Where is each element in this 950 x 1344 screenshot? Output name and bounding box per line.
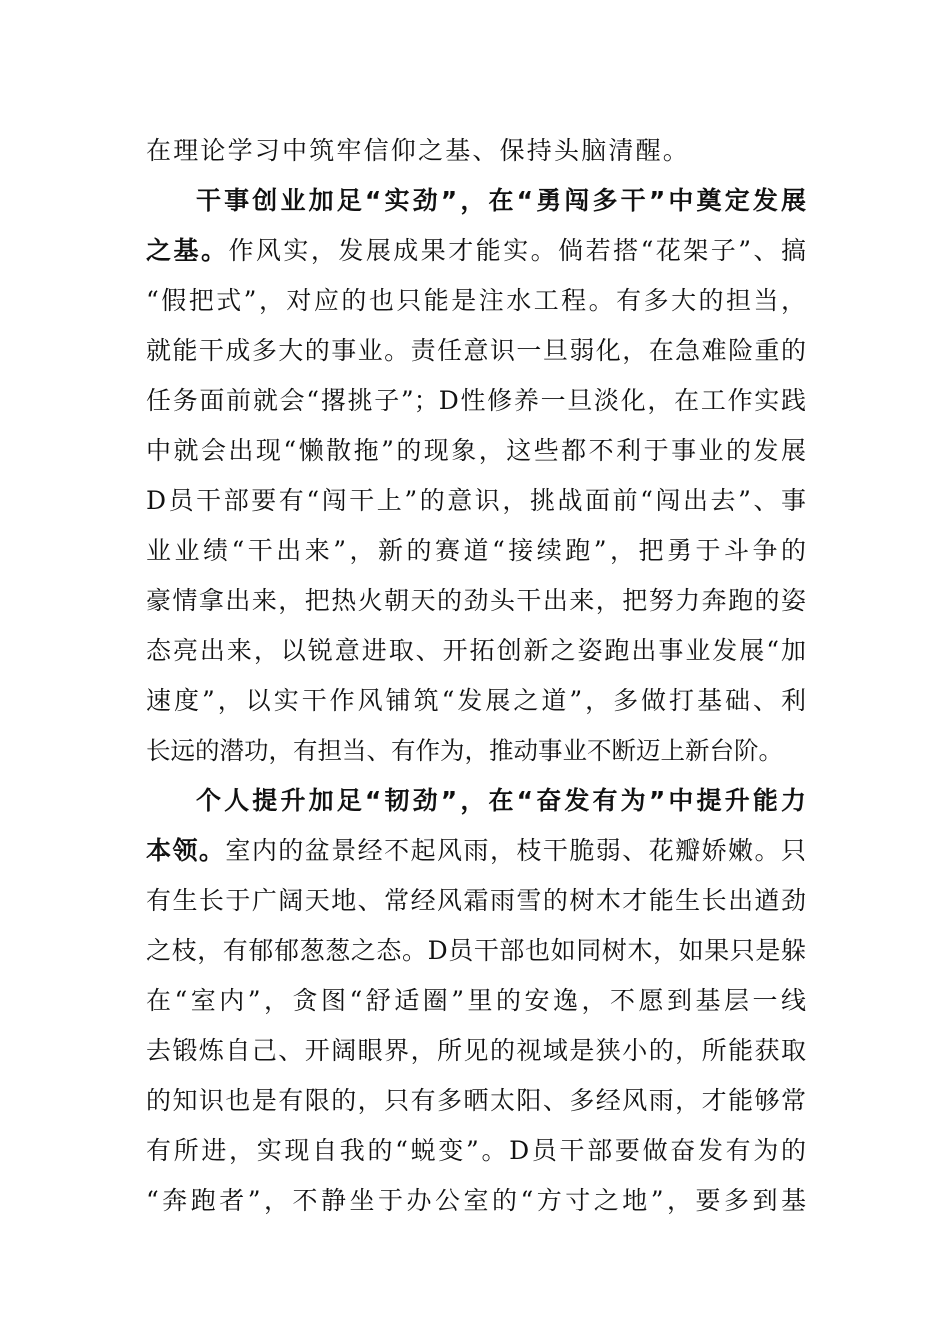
text-line xyxy=(146,331,806,371)
line-text: 任务面前就会“撂挑子”；D性修养一旦淡化，在工作实践 xyxy=(146,386,806,415)
text-line xyxy=(146,581,806,621)
line-text: 中就会出现“懒散拖”的现象，这些都不利于事业的发展 xyxy=(146,436,806,465)
text-line xyxy=(146,1081,806,1121)
text-line xyxy=(146,281,806,321)
line-text: 长远的潜功，有担当、有作为，推动事业不断迈上新台阶。 xyxy=(146,736,783,765)
line-text: 室内的盆景经不起风雨，枝干脆弱、花瓣娇嫩。只 xyxy=(225,836,806,865)
text-line xyxy=(146,231,806,271)
line-text: 在理论学习中筑牢信仰之基、保持头脑清醒。 xyxy=(146,136,691,165)
paragraph-heading-line xyxy=(196,781,806,821)
text-line xyxy=(146,931,806,971)
line-text: D员干部要有“闯干上”的意识，挑战面前“闯出去”、事 xyxy=(146,486,806,515)
line-text: 的知识也是有限的，只有多晒太阳、多经风雨，才能够常 xyxy=(146,1086,806,1115)
text-line xyxy=(146,531,806,571)
line-text: 在“室内”，贪图“舒适圈”里的安逸，不愿到基层一线 xyxy=(146,986,806,1015)
line-text: “奔跑者”，不静坐于办公室的“方寸之地”，要多到基 xyxy=(146,1186,806,1215)
text-line xyxy=(146,731,806,771)
paragraph-heading-line xyxy=(196,181,806,221)
line-text: “假把式”，对应的也只能是注水工程。有多大的担当， xyxy=(146,286,806,315)
text-line xyxy=(146,1031,806,1071)
line-text: 作风实，发展成果才能实。倘若搭“花架子”、搞 xyxy=(228,236,806,265)
line-text: 就能干成多大的事业。责任意识一旦弱化，在急难险重的 xyxy=(146,336,806,365)
line-text: 有所进，实现自我的“蜕变”。D员干部要做奋发有为的 xyxy=(146,1136,806,1165)
heading-text: 本领。 xyxy=(146,836,226,865)
text-line xyxy=(146,631,806,671)
line-text: 态亮出来，以锐意进取、开拓创新之姿跑出事业发展“加 xyxy=(146,636,806,665)
line-text: 豪情拿出来，把热火朝天的劲头干出来，把努力奔跑的姿 xyxy=(146,586,806,615)
heading-text: 之基。 xyxy=(146,236,229,265)
heading-text: 干事创业加足“实劲”，在“勇闯多干”中奠定发展 xyxy=(196,186,806,215)
line-text: 去锻炼自己、开阔眼界，所见的视域是狭小的，所能获取 xyxy=(146,1036,806,1065)
text-line xyxy=(146,431,806,471)
text-line xyxy=(146,1131,806,1171)
line-text: 之枝，有郁郁葱葱之态。D员干部也如同树木，如果只是躲 xyxy=(146,936,806,965)
text-line xyxy=(146,681,806,721)
text-line xyxy=(146,1181,806,1221)
line-text: 速度”，以实干作风铺筑“发展之道”，多做打基础、利 xyxy=(146,686,806,715)
text-line xyxy=(146,981,806,1021)
text-line xyxy=(146,831,806,871)
line-text: 有生长于广阔天地、常经风霜雨雪的树木才能生长出遒劲 xyxy=(146,886,806,915)
heading-text: 个人提升加足“韧劲”，在“奋发有为”中提升能力 xyxy=(196,786,806,815)
text-line xyxy=(146,381,806,421)
line-text: 业业绩“干出来”，新的赛道“接续跑”，把勇于斗争的 xyxy=(146,536,806,565)
text-line xyxy=(146,881,806,921)
text-line xyxy=(146,131,806,171)
text-line xyxy=(146,481,806,521)
